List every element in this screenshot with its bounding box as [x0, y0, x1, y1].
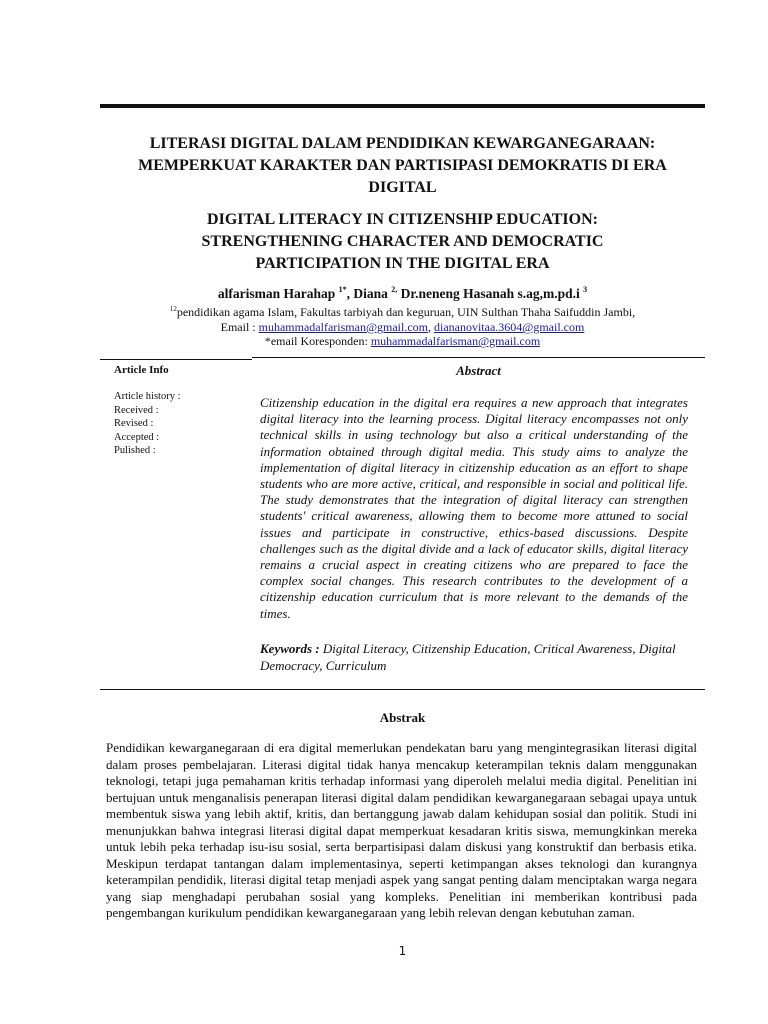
article-info-heading: Article Info [114, 364, 169, 376]
abstract-rule [252, 357, 705, 358]
published-label: Pulished : [114, 445, 156, 456]
affiliation: $^{12}$pendidikan agama Islam, Fakultas tarbiyah dan keguruan, UIN Sulthan Thaha Saifuddin Jambi, [169, 305, 636, 319]
email-link-1[interactable]: muhammadalfarisman@gmail.com [258, 320, 428, 334]
keywords: Keywords : Digital Literacy, Citizenship Education, Critical Awareness, Digital Democracy, Curriculum [260, 641, 676, 673]
page-number: 1 [398, 944, 407, 958]
abstrak-heading: Abstrak [379, 710, 426, 725]
author-3: Dr.neneng Hasanah s.ag,m.pd.i [397, 286, 584, 301]
keywords-list: Digital Literacy, Citizenship Education, Critical Awareness, Digital Democracy, Curriculum [260, 641, 676, 673]
accepted-label: Accepted : [114, 431, 160, 443]
article-history [114, 390, 181, 458]
abstract-heading: Abstract [456, 363, 501, 378]
corresponding-email-link[interactable]: muhammadalfarisman@gmail.com [370, 334, 541, 348]
header-rule [100, 104, 705, 108]
corresponding-email-line: *email Koresponden: muhammadalfarisman@gmail.com [264, 334, 541, 348]
email-link-2[interactable]: diananovitaa.3604@gmail.com [433, 320, 585, 334]
history-label: Article history : [114, 391, 181, 402]
title-indonesian: LITERASI DIGITAL DALAM PENDIDIKAN KEWARGANEGARAAN: MEMPERKUAT KARAKTER DAN PARTISIPASI DEMOKRATIS DI ERA DIGITAL [138, 135, 667, 196]
author-list: alfarisman Harahap $^{1*}$, Diana $^{2,}$ Dr.neneng Hasanah s.ag,m.pd.i $^3$ [217, 285, 588, 301]
email-line: Email : muhammadalfarisman@gmail.com, diananovitaa.3604@gmail.com [220, 320, 585, 334]
received-label: Received : [114, 404, 159, 416]
article-info-rule [100, 359, 252, 360]
abstract-bottom-rule [100, 689, 705, 690]
abstract-text: Citizenship education in the digital era requires a new approach that integrates digital literacy into the learning process. Digital literacy encompasses not only technical skills in using technology but also a critical understanding of the information obtained through digital media. This study aims to analyze the implementation of digital literacy in citizenship education as an effort to shape students who are more active, critical, and responsible in social and political life. The study demonstrates that the integration of digital literacy can strengthen students' critical awareness, allowing them to become more attuned to social issues and participate in constructive, ethics-based discussions. Despite challenges such as the digital divide and a lack of educator skills, digital literacy remains a crucial aspect in creating citizens who are prepared to face the complex social changes. This research contributes to the development of a citizenship education curriculum that is more relevant to the demands of the times. [260, 395, 688, 621]
keywords-label: Keywords [260, 641, 312, 656]
revised-label: Revised : [114, 418, 154, 429]
title-english: DIGITAL LITERACY IN CITIZENSHIP EDUCATION: STRENGTHENING CHARACTER AND DEMOCRATIC PARTICIPATION IN THE DIGITAL ERA [201, 211, 604, 272]
author-1: alfarisman Harahap [217, 286, 339, 301]
abstrak-text: Pendidikan kewarganegaraan di era digital memerlukan pendekatan baru yang mengintegrasikan literasi digital dalam proses pembelajaran. Literasi digital tidak hanya mencakup keterampilan teknis dalam menggunakan teknologi, tetapi juga pemahaman kritis terhadap informasi yang diperoleh melalui media digital. Penelitian ini bertujuan untuk menganalisis penerapan literasi digital dalam pendidikan kewarganegaraan sebagai upaya untuk membentuk siswa yang lebih aktif, kritis, dan bertanggung jawab dalam kehidupan sosial dan politik. Studi ini menunjukkan bahwa integrasi literasi digital dapat memperkuat kesadaran kritis siswa, memungkinkan mereka untuk lebih peka terhadap isu-isu sosial, serta berpartisipasi dalam diskusi yang konstruktif dan berbasis etika. Meskipun terdapat tantangan dalam implementasinya, seperti ketimpangan akses teknologi dan kurangnya keterampilan pendidik, literasi digital tetap menjadi aspek yang sangat penting dalam menciptakan warga negara yang siap menghadapi perubahan sosial yang kompleks. Penelitian ini memberikan kontribusi pada pengembangan kurikulum pendidikan kewarganegaraan yang lebih relevan dengan kebutuhan zaman. [106, 740, 697, 920]
